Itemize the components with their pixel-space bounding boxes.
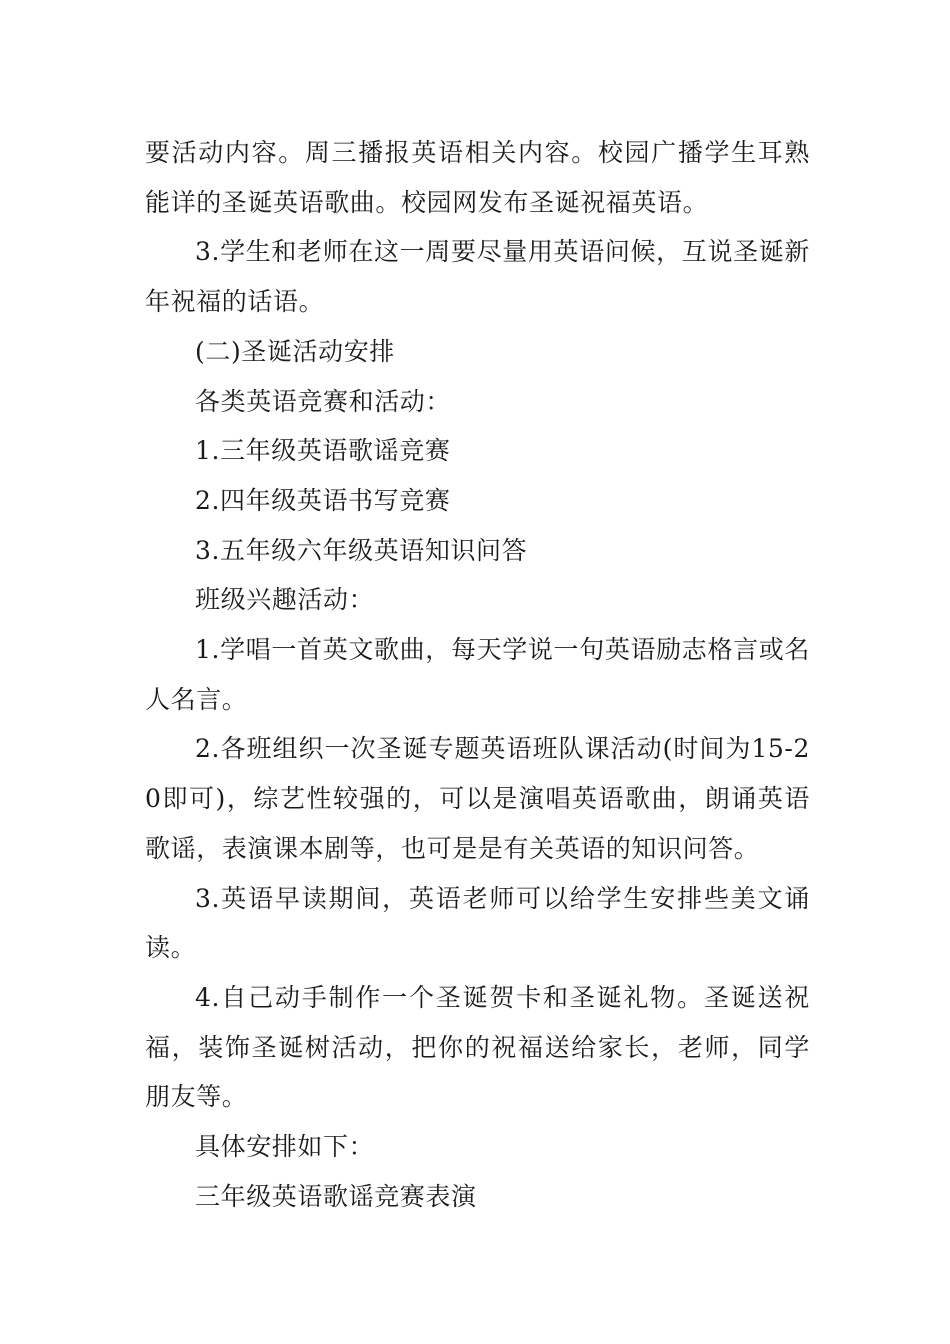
section-heading: (二)圣诞活动安排 (195, 336, 395, 366)
document-body (145, 128, 810, 1221)
list-item-activity-1: 1.学唱一首英文歌曲，每天学说一句英语励志格言或名人名言。 (145, 635, 810, 714)
schedule-item: 三年级英语歌谣竞赛表演 (195, 1181, 477, 1211)
list-item-activity-2: 2.各班组织一次圣诞专题英语班队课活动(时间为15-20即可)，综艺性较强的，可以是演唱英语歌曲，朗诵英语歌谣，表演课本剧等，也可是是有关英语的知识问答。 (145, 734, 810, 863)
list-item-activity-3: 3.英语早读期间，英语老师可以给学生安排些美文诵读。 (145, 883, 810, 963)
list-item-competition-1: 1.三年级英语歌谣竞赛 (195, 436, 451, 466)
paragraph-greeting-item: 3.学生和老师在这一周要尽量用英语问候，互说圣诞新年祝福的话语。 (145, 237, 810, 317)
list-item-competition-3: 3.五年级六年级英语知识问答 (195, 535, 528, 565)
list-item-activity-4: 4.自己动手制作一个圣诞贺卡和圣诞礼物。圣诞送祝福，装饰圣诞树活动，把你的祝福送给家长，老师，同学朋友等。 (145, 982, 810, 1112)
list-item-competition-2: 2.四年级英语书写竞赛 (195, 485, 451, 515)
subheading-class-activities: 班级兴趣活动： (195, 585, 375, 615)
paragraph-continuation: 要活动内容。周三播报英语相关内容。校园广播学生耳熟能详的圣诞英语歌曲。校园网发布圣诞祝福英语。 (145, 138, 810, 217)
subheading-schedule: 具体安排如下： (195, 1132, 375, 1162)
subheading-competitions: 各类英语竞赛和活动： (195, 386, 452, 416)
